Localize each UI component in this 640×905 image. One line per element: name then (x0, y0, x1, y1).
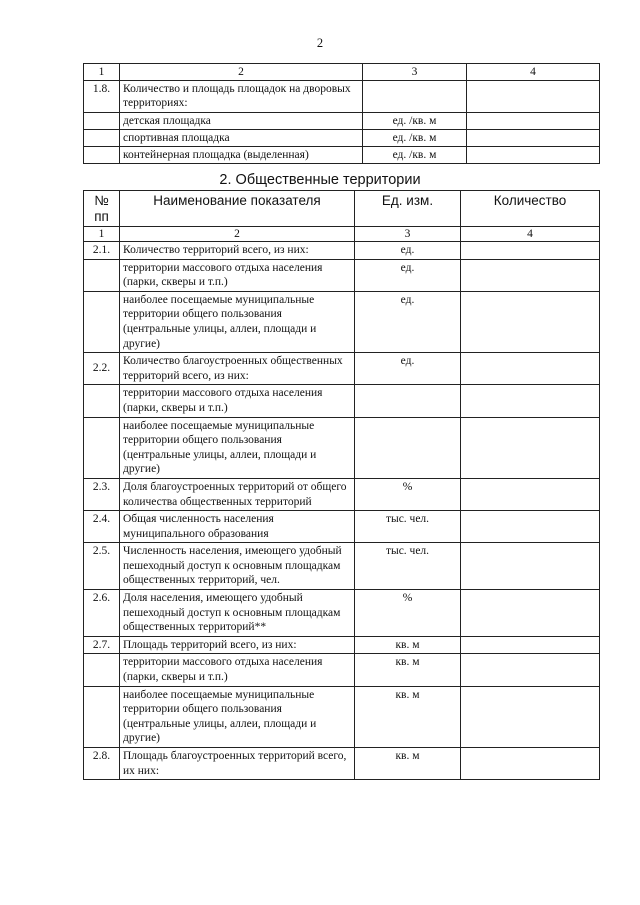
row-number (84, 291, 120, 352)
header-quantity: Количество (461, 191, 600, 227)
section-title: 2. Общественные территории (219, 172, 421, 188)
unit-cell (355, 417, 461, 478)
quantity-cell[interactable] (467, 147, 600, 164)
unit-cell: кв. м (355, 636, 461, 654)
indicator-name: Площадь благоустроенных территорий всего, их них: (120, 748, 355, 780)
quantity-cell[interactable] (461, 543, 600, 590)
unit-cell: кв. м (355, 686, 461, 747)
quantity-cell[interactable] (461, 511, 600, 543)
page-number: 2 (316, 36, 324, 50)
row-number (84, 686, 120, 747)
indicator-name: наиболее посещаемые муниципальные территории общего пользования (центральные улицы, аллеи, площади и другие) (120, 417, 355, 478)
quantity-cell[interactable] (461, 291, 600, 352)
unit-cell: ед. /кв. м (363, 129, 467, 146)
indicator-name: Количество территорий всего, из них: (120, 242, 355, 260)
unit-cell: ед. (355, 242, 461, 260)
indicator-name: Общая численность населения муниципального образования (120, 511, 355, 543)
table-row (84, 147, 600, 164)
table-row (84, 353, 600, 385)
header-name: Наименование показателя (120, 191, 355, 227)
table-index-row (84, 227, 600, 242)
index-cell: 4 (467, 64, 600, 81)
table-row (84, 259, 600, 291)
table-row (84, 748, 600, 780)
quantity-cell[interactable] (461, 654, 600, 686)
index-cell: 1 (84, 64, 120, 81)
indicator-name: Количество и площадь площадок на дворовых территориях: (120, 81, 363, 112)
index-cell: 1 (84, 227, 120, 242)
table-row (84, 636, 600, 654)
table-row (84, 291, 600, 352)
unit-cell: тыс. чел. (355, 543, 461, 590)
indicator-name: спортивная площадка (120, 129, 363, 146)
indicator-name: территории массового отдыха населения (парки, скверы и т.п.) (120, 385, 355, 417)
index-cell: 2 (120, 64, 363, 81)
unit-cell: ед. /кв. м (363, 147, 467, 164)
unit-cell: тыс. чел. (355, 511, 461, 543)
quantity-cell[interactable] (461, 385, 600, 417)
row-number: 2.6. (84, 590, 120, 637)
row-number (84, 417, 120, 478)
row-number (84, 385, 120, 417)
unit-cell: кв. м (355, 654, 461, 686)
row-number (84, 129, 120, 146)
table-dwelling-areas (83, 63, 600, 164)
unit-cell: кв. м (355, 748, 461, 780)
indicator-name: контейнерная площадка (выделенная) (120, 147, 363, 164)
table-row (84, 129, 600, 146)
table-row (84, 81, 600, 112)
row-number: 2.3. (84, 478, 120, 510)
quantity-cell[interactable] (467, 129, 600, 146)
row-number: 1.8. (84, 81, 120, 112)
indicator-name: Доля благоустроенных территорий от общего количества общественных территорий (120, 478, 355, 510)
table-index-row (84, 64, 600, 81)
quantity-cell[interactable] (461, 242, 600, 260)
indicator-name: Количество благоустроенных общественных территорий всего, из них: (120, 353, 355, 385)
row-number (84, 112, 120, 129)
table-row (84, 478, 600, 510)
unit-cell: ед. (355, 353, 461, 385)
unit-cell: % (355, 478, 461, 510)
table-row (84, 654, 600, 686)
indicator-name: детская площадка (120, 112, 363, 129)
unit-cell: % (355, 590, 461, 637)
header-unit: Ед. изм. (355, 191, 461, 227)
row-number: 2.8. (84, 748, 120, 780)
quantity-cell[interactable] (461, 686, 600, 747)
table-row (84, 417, 600, 478)
quantity-cell[interactable] (461, 353, 600, 385)
unit-cell: ед. (355, 291, 461, 352)
quantity-cell[interactable] (461, 478, 600, 510)
unit-cell (355, 385, 461, 417)
table-row (84, 543, 600, 590)
index-cell: 4 (461, 227, 600, 242)
indicator-name: наиболее посещаемые муниципальные территории общего пользования (центральные улицы, аллеи, площади и другие) (120, 291, 355, 352)
indicator-name: наиболее посещаемые муниципальные территории общего пользования (центральные улицы, аллеи, площади и другие) (120, 686, 355, 747)
table-row (84, 242, 600, 260)
quantity-cell[interactable] (461, 417, 600, 478)
table-row (84, 112, 600, 129)
quantity-cell[interactable] (467, 81, 600, 112)
row-number: 2.7. (84, 636, 120, 654)
row-number (84, 654, 120, 686)
row-number: 2.4. (84, 511, 120, 543)
row-number: 2.1. (84, 242, 120, 260)
table-row (84, 511, 600, 543)
header-num: № пп (84, 191, 120, 227)
quantity-cell[interactable] (467, 112, 600, 129)
table-row (84, 385, 600, 417)
indicator-name: Доля населения, имеющего удобный пешеходный доступ к основным площадкам общественных территорий** (120, 590, 355, 637)
table-header-row (84, 191, 600, 227)
quantity-cell[interactable] (461, 590, 600, 637)
unit-cell: ед. /кв. м (363, 112, 467, 129)
row-number (84, 147, 120, 164)
index-cell: 3 (355, 227, 461, 242)
unit-cell: ед. (355, 259, 461, 291)
table-row (84, 590, 600, 637)
table-row (84, 686, 600, 747)
index-cell: 3 (363, 64, 467, 81)
quantity-cell[interactable] (461, 636, 600, 654)
indicator-name: Площадь территорий всего, из них: (120, 636, 355, 654)
row-number: 2.2. (84, 353, 120, 385)
unit-cell (363, 81, 467, 112)
quantity-cell[interactable] (461, 748, 600, 780)
quantity-cell[interactable] (461, 259, 600, 291)
indicator-name: территории массового отдыха населения (парки, скверы и т.п.) (120, 654, 355, 686)
table-public-territories (83, 190, 600, 780)
row-number: 2.5. (84, 543, 120, 590)
index-cell: 2 (120, 227, 355, 242)
indicator-name: территории массового отдыха населения (парки, скверы и т.п.) (120, 259, 355, 291)
row-number (84, 259, 120, 291)
indicator-name: Численность населения, имеющего удобный пешеходный доступ к основным площадкам общественных территорий, чел. (120, 543, 355, 590)
